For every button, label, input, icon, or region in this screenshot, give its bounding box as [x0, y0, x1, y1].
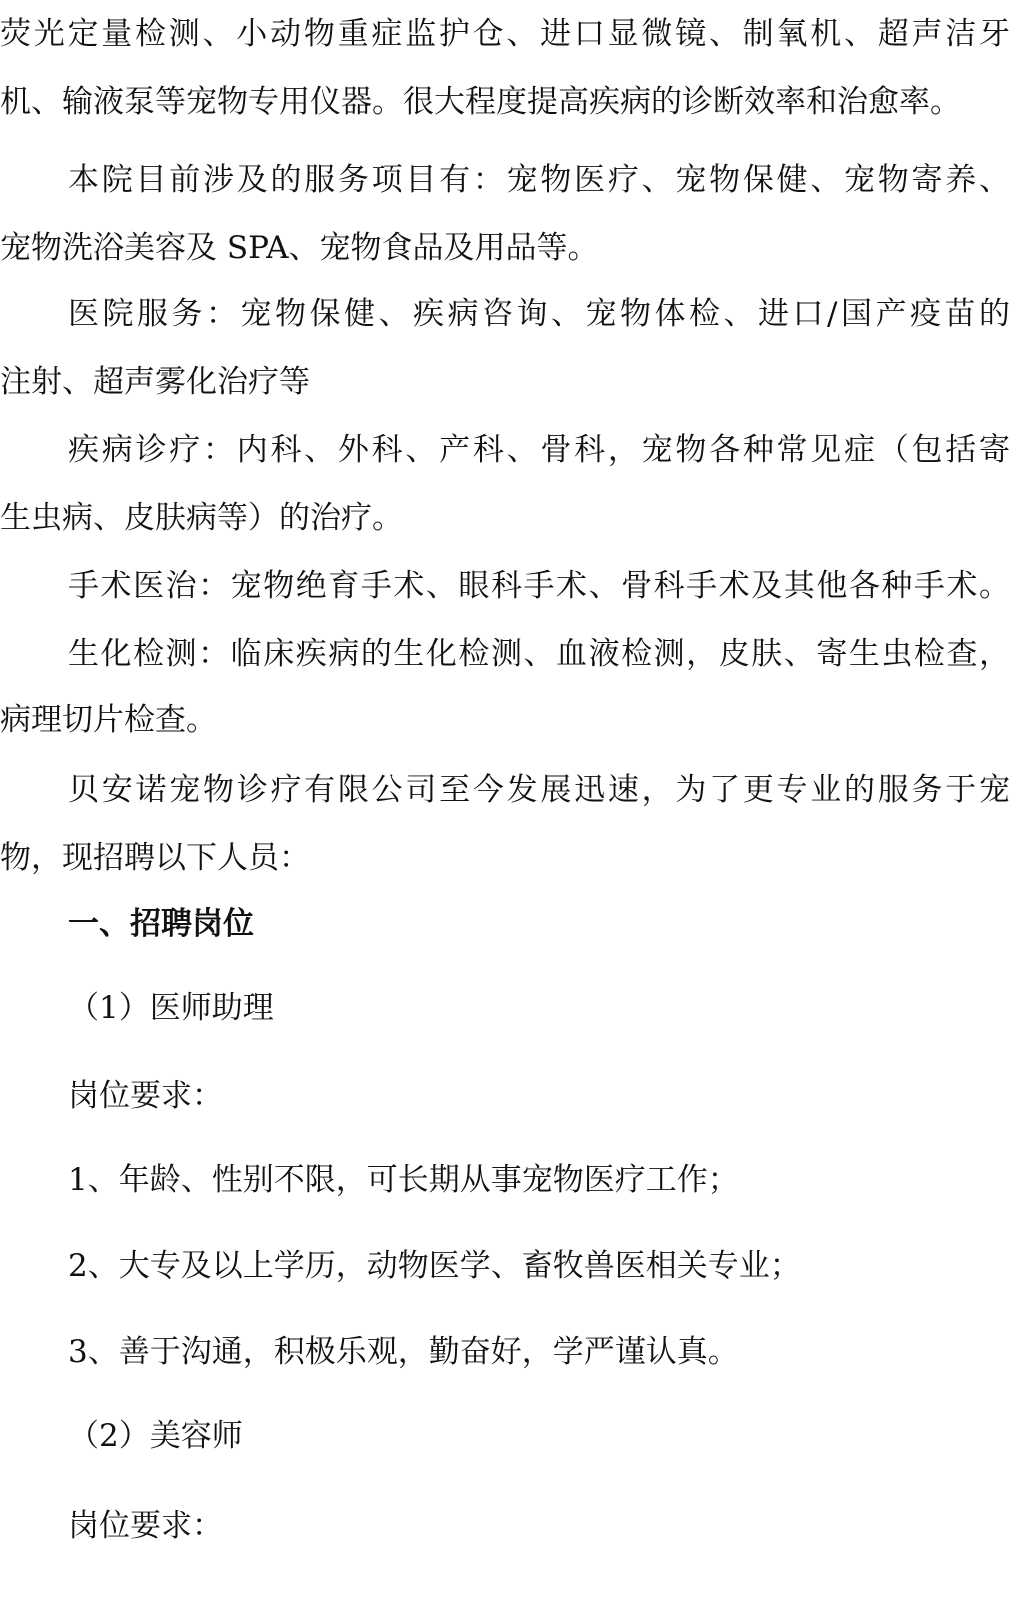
- diagnosis-line-1: 疾病诊疗：内科、外科、产科、骨科，宠物各种常见症（包括寄: [68, 432, 1010, 468]
- company-line-1: 贝安诺宠物诊疗有限公司至今发展迅速，为了更专业的服务于宠: [68, 772, 1010, 808]
- position2-title: （2）美容师: [68, 1418, 243, 1454]
- position2-req-label: 岗位要求：: [68, 1508, 223, 1544]
- position1-req-3: 3、善于沟通，积极乐观，勤奋好，学严谨认真。: [68, 1334, 739, 1370]
- hospital-service-line-2: 注射、超声雾化治疗等: [0, 364, 310, 400]
- diagnosis-line-2: 生虫病、皮肤病等）的治疗。: [0, 500, 403, 536]
- section-heading: 一、招聘岗位: [68, 906, 254, 942]
- position1-req-2: 2、大专及以上学历，动物医学、畜牧兽医相关专业；: [68, 1248, 801, 1284]
- company-line-2: 物，现招聘以下人员：: [0, 840, 310, 876]
- hospital-service-line-1: 医院服务：宠物保健、疾病咨询、宠物体检、进口/国产疫苗的: [68, 296, 1010, 332]
- intro-line-2: 机、输液泵等宠物专用仪器。很大程度提高疾病的诊断效率和治愈率。: [0, 84, 961, 120]
- position1-req-1: 1、年龄、性别不限，可长期从事宠物医疗工作；: [68, 1162, 739, 1198]
- position1-title: （1）医师助理: [68, 990, 274, 1026]
- services-line-2: 宠物洗浴美容及 SPA、宠物食品及用品等。: [0, 230, 599, 266]
- lab-line-2: 病理切片检查。: [0, 702, 217, 738]
- intro-line-1: 荧光定量检测、小动物重症监护仓、进口显微镜、制氧机、超声洁牙: [0, 16, 1010, 52]
- lab-line-1: 生化检测：临床疾病的生化检测、血液检测，皮肤、寄生虫检查，: [68, 636, 1010, 672]
- surgery-line: 手术医治：宠物绝育手术、眼科手术、骨科手术及其他各种手术。: [68, 568, 1010, 604]
- position1-req-label: 岗位要求：: [68, 1078, 223, 1114]
- services-line-1: 本院目前涉及的服务项目有：宠物医疗、宠物保健、宠物寄养、: [68, 162, 1010, 198]
